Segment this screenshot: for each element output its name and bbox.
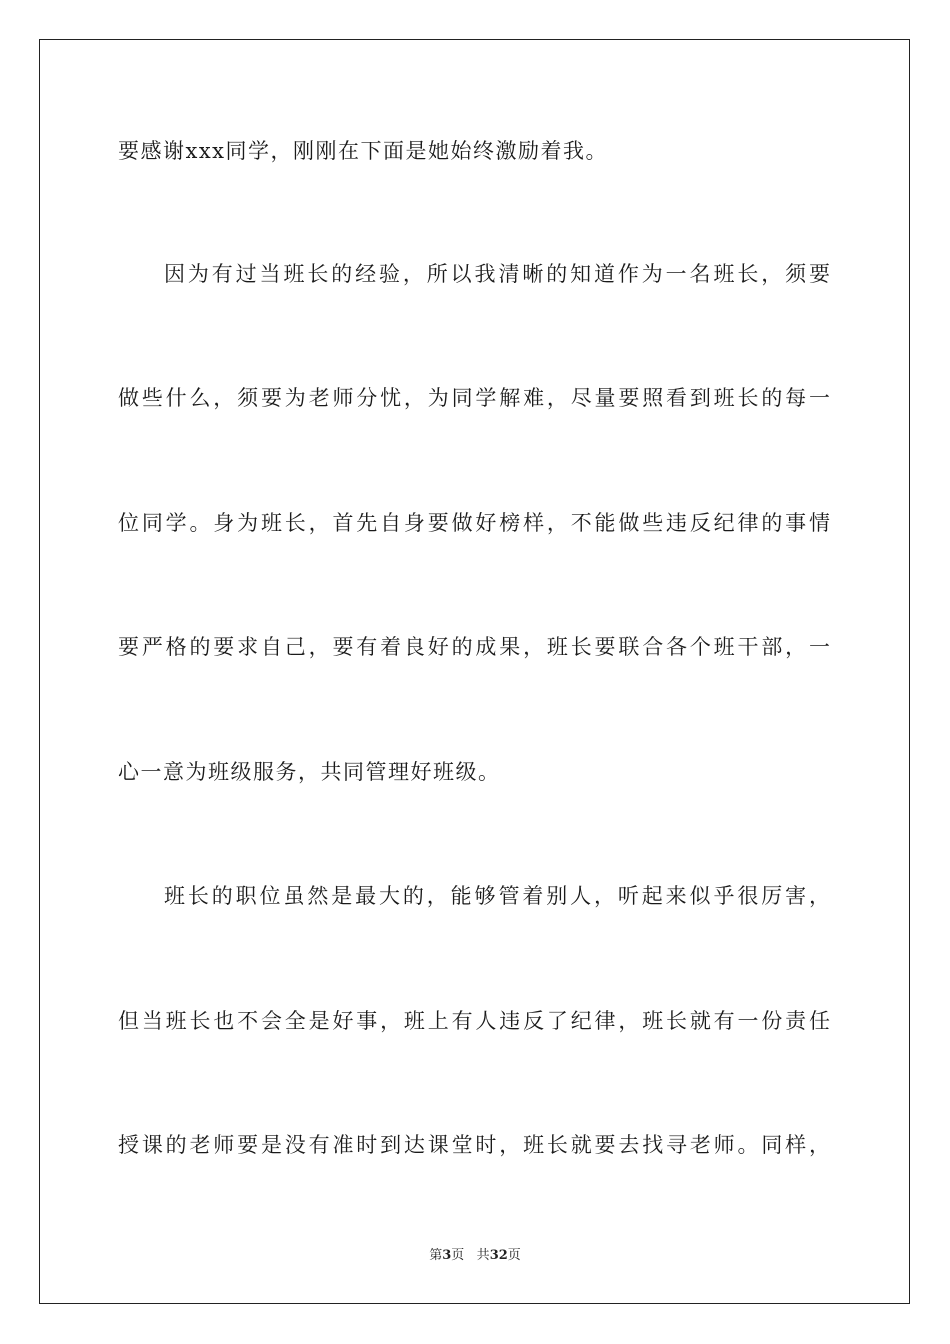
page-suffix: 页 (451, 1248, 465, 1263)
text-line-1: 要感谢xxx同学，刚刚在下面是她始终激励着我。 (118, 139, 609, 163)
page-number: 3 (442, 1248, 452, 1263)
text-line-8: 但当班长也不会全是好事，班上有人违反了纪律，班长就有一份责任 (118, 1009, 830, 1033)
total-suffix: 页 (507, 1248, 521, 1263)
text-line-3: 做些什么，须要为老师分忧，为同学解难，尽量要照看到班长的每一 (118, 386, 830, 410)
text-line-7: 班长的职位虽然是最大的，能够管着别人，听起来似乎很厉害， (164, 884, 830, 908)
text-line-9: 授课的老师要是没有准时到达课堂时，班长就要去找寻老师。同样， (118, 1133, 830, 1157)
text-line-6: 心一意为班级服务，共同管理好班级。 (118, 760, 501, 784)
page-prefix: 第 (429, 1248, 443, 1263)
text-line-2: 因为有过当班长的经验，所以我清晰的知道作为一名班长，须要 (164, 262, 830, 286)
text-line-4: 位同学。身为班长，首先自身要做好榜样，不能做些违反纪律的事情 (118, 511, 830, 535)
total-pages: 32 (489, 1248, 508, 1263)
page-footer (0, 1247, 950, 1265)
text-line-5: 要严格的要求自己，要有着良好的成果，班长要联合各个班干部，一 (118, 635, 830, 659)
page-border (39, 39, 910, 1304)
total-prefix: 共 (476, 1248, 490, 1263)
